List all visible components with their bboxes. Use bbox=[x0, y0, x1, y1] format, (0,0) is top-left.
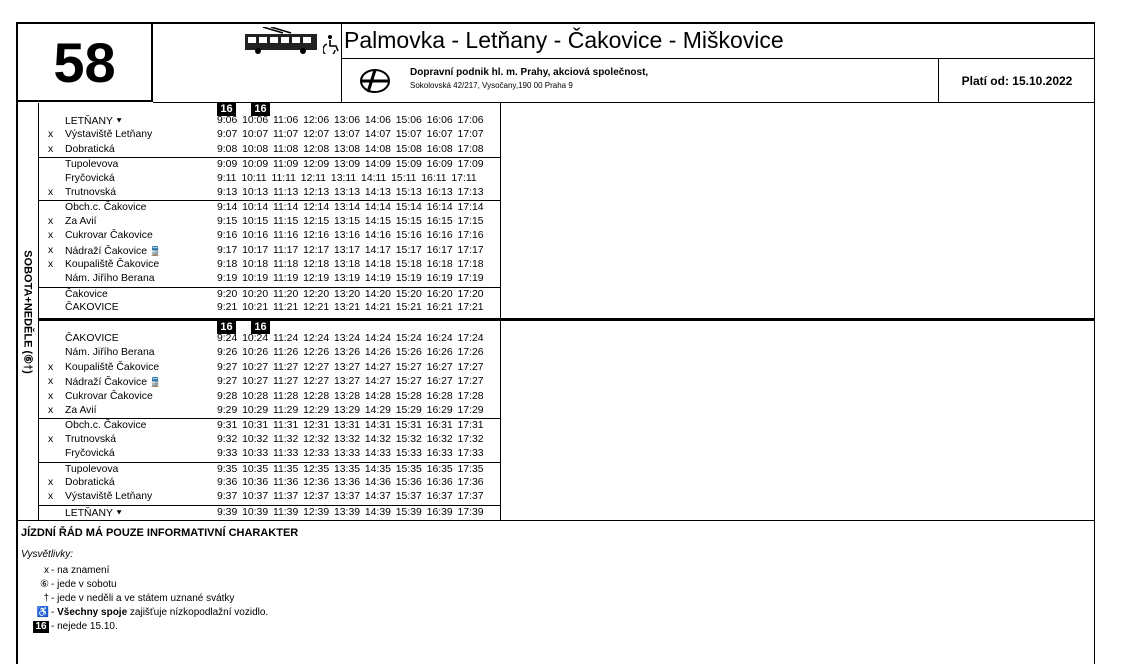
stop-row bbox=[39, 375, 500, 389]
stop-name bbox=[65, 244, 161, 259]
departure-times: 9:16 10:16 11:16 12:16 13:16 14:16 15:16 16:16 17:16 bbox=[217, 230, 484, 242]
stop-name-text: ČAKOVICE bbox=[65, 333, 119, 344]
stop-name-text: Obch.c. Čakovice bbox=[65, 420, 147, 432]
stop-row bbox=[39, 476, 500, 490]
stop-row bbox=[39, 301, 500, 315]
departure-times: 9:13 10:13 11:13 12:13 13:13 14:13 15:13 16:13 17:13 bbox=[217, 187, 484, 198]
request-stop-mark: x bbox=[48, 433, 54, 445]
legend-row bbox=[21, 565, 109, 576]
stop-name-text: Výstaviště Letňany bbox=[65, 491, 153, 503]
exception-badge: 16 bbox=[217, 321, 236, 334]
valid-from: Platí od: 15.10.2022 bbox=[938, 59, 1095, 102]
metro-icon: ⯆ bbox=[112, 507, 123, 518]
operator-name: Dopravní podnik hl. m. Prahy, akciová společnost, bbox=[410, 67, 649, 78]
legend-badge: 16 bbox=[33, 621, 49, 633]
route-title: Palmovka - Letňany - Čakovice - Miškovice bbox=[344, 27, 784, 53]
trolleybus-icon bbox=[243, 27, 323, 55]
stop-name-text: Tupolevova bbox=[65, 159, 119, 171]
request-stop-mark: x bbox=[48, 390, 54, 402]
operator-address: Sokolovská 42/217, Vysočany,190 00 Praha 9 bbox=[410, 81, 573, 90]
stop-name-text: Nádraží Čakovice bbox=[65, 377, 148, 389]
stop-row bbox=[39, 143, 500, 157]
stop-name bbox=[65, 419, 146, 433]
stop-row bbox=[39, 361, 500, 375]
stop-row bbox=[39, 332, 500, 346]
day-sidebar bbox=[18, 103, 39, 521]
departure-times: 9:14 10:14 11:14 12:14 13:14 14:14 15:14 16:14 17:14 bbox=[217, 202, 484, 214]
legend-row bbox=[21, 593, 234, 604]
stop-name bbox=[65, 158, 118, 172]
stop-name bbox=[65, 463, 118, 477]
legend-symbol: † bbox=[43, 593, 49, 604]
request-stop-mark: x bbox=[48, 405, 54, 416]
stop-name-text: Cukrovar Čakovice bbox=[65, 230, 153, 242]
stop-row bbox=[39, 390, 500, 404]
inbound-block bbox=[39, 321, 501, 520]
departure-times: 9:09 10:09 11:09 12:09 13:09 14:09 15:09 16:09 17:09 bbox=[217, 159, 484, 171]
timetable-sheet bbox=[16, 22, 1095, 664]
departure-times: 9:26 10:26 11:26 12:26 13:26 14:26 15:26 16:26 17:26 bbox=[217, 347, 484, 359]
stop-row bbox=[39, 200, 500, 215]
request-stop-mark: x bbox=[48, 215, 54, 227]
stop-name-text: Obch.c. Čakovice bbox=[65, 202, 147, 214]
stop-name bbox=[65, 288, 108, 302]
exception-badge: 16 bbox=[251, 103, 270, 116]
legend-row bbox=[21, 607, 268, 618]
stop-name bbox=[65, 172, 115, 186]
departure-times: 9:28 10:28 11:28 12:28 13:28 14:28 15:28 16:28 17:28 bbox=[217, 390, 484, 402]
departure-times: 9:20 10:20 11:20 12:20 13:20 14:20 15:20 16:20 17:20 bbox=[217, 288, 484, 300]
stop-name bbox=[65, 229, 153, 243]
stop-row bbox=[39, 462, 500, 477]
stop-name bbox=[65, 390, 153, 404]
metro-icon: ⯆ bbox=[112, 116, 123, 126]
outbound-block bbox=[39, 103, 501, 318]
stop-row bbox=[39, 346, 500, 360]
stop-name-text: Nádraží Čakovice bbox=[65, 245, 148, 257]
wheelchair-icon bbox=[323, 34, 341, 54]
stop-name bbox=[65, 361, 159, 375]
departure-times: 9:17 10:17 11:17 12:17 13:17 14:17 15:17 16:17 17:17 bbox=[217, 244, 484, 256]
stop-name-text: Nám. Jiřího Berana bbox=[65, 347, 155, 359]
legend-symbol: ♿ bbox=[36, 607, 49, 618]
legend-text: na znamení bbox=[57, 565, 110, 576]
departure-times: 9:32 10:32 11:32 12:32 13:32 14:32 15:32 16:32 17:32 bbox=[217, 433, 484, 445]
stop-name-text: Koupaliště Čakovice bbox=[65, 361, 160, 373]
stop-name bbox=[65, 346, 155, 360]
stop-row bbox=[39, 244, 500, 258]
request-stop-mark: x bbox=[48, 376, 54, 388]
legend-text: jede v sobotu bbox=[57, 579, 117, 590]
stop-row bbox=[39, 490, 500, 504]
departure-times: 9:33 10:33 11:33 12:33 13:33 14:33 15:33 16:33 17:33 bbox=[217, 448, 484, 460]
stop-name bbox=[65, 447, 115, 461]
stop-row bbox=[39, 114, 500, 128]
stop-name-text: Dobratická bbox=[65, 477, 115, 488]
divider bbox=[18, 520, 1094, 521]
stop-name bbox=[65, 506, 123, 521]
departure-times: 9:08 10:08 11:08 12:08 13:08 14:08 15:08 16:08 17:08 bbox=[217, 143, 484, 155]
legend-text: zajišťuje nízkopodlažní vozidlo. bbox=[127, 607, 269, 618]
departure-times: 9:37 10:37 11:37 12:37 13:37 14:37 15:37 16:37 17:37 bbox=[217, 491, 484, 503]
departure-times: 9:31 10:31 11:31 12:31 13:31 14:31 15:31 16:31 17:31 bbox=[217, 420, 484, 432]
stop-name-text: Trutnovská bbox=[65, 433, 117, 445]
stop-name bbox=[65, 301, 119, 315]
stop-name-text: Za Avií bbox=[65, 215, 97, 227]
stop-name-text: Trutnovská bbox=[65, 187, 117, 198]
line-number: 58 bbox=[18, 24, 153, 102]
stop-row bbox=[39, 186, 500, 200]
legend-dash: - bbox=[51, 621, 58, 632]
operator-logo-icon bbox=[358, 67, 392, 95]
stop-name-text: Za Avií bbox=[65, 405, 97, 416]
departure-times: 9:18 10:18 11:18 12:18 13:18 14:18 15:18 16:18 17:18 bbox=[217, 259, 484, 270]
stop-name bbox=[65, 272, 155, 286]
stop-name bbox=[65, 215, 97, 229]
legend-row bbox=[21, 621, 118, 633]
legend-dash: - bbox=[51, 579, 58, 590]
departure-times: 9:07 10:07 11:07 12:07 13:07 14:07 15:07 16:07 17:07 bbox=[217, 129, 484, 141]
informative-note: JÍZDNÍ ŘÁD MÁ POUZE INFORMATIVNÍ CHARAKTER bbox=[21, 527, 299, 539]
stop-row bbox=[39, 418, 500, 433]
departure-times: 9:21 10:21 11:21 12:21 13:21 14:21 15:21 16:21 17:21 bbox=[217, 302, 484, 314]
request-stop-mark: x bbox=[48, 491, 54, 503]
legend-row bbox=[21, 579, 117, 590]
stop-name bbox=[65, 476, 115, 490]
train-icon: 🚆 bbox=[147, 245, 161, 256]
stop-name-text: Tupolevova bbox=[65, 463, 119, 475]
departure-times: 9:29 10:29 11:29 12:29 13:29 14:29 15:29 16:29 17:29 bbox=[217, 405, 484, 416]
stop-row bbox=[39, 447, 500, 461]
departure-times: 9:36 10:36 11:36 12:36 13:36 14:36 15:36 16:36 17:36 bbox=[217, 477, 484, 488]
stop-name-text: Koupaliště Čakovice bbox=[65, 259, 160, 270]
departure-times: 9:39 10:39 11:39 12:39 13:39 14:39 15:39 16:39 17:39 bbox=[217, 506, 484, 518]
stop-name-text: Fryčovická bbox=[65, 172, 115, 184]
departure-times: 9:35 10:35 11:35 12:35 13:35 14:35 15:35 16:35 17:35 bbox=[217, 463, 484, 475]
stop-row bbox=[39, 128, 500, 142]
request-stop-mark: x bbox=[48, 230, 54, 242]
stop-row bbox=[39, 404, 500, 418]
stop-name-text: ČAKOVICE bbox=[65, 302, 119, 314]
exception-badge: 16 bbox=[217, 103, 236, 116]
stop-name-text: Výstaviště Letňany bbox=[65, 129, 153, 141]
stop-name bbox=[65, 143, 115, 157]
stop-row bbox=[39, 258, 500, 272]
legend-text: nejede 15.10. bbox=[57, 621, 118, 632]
request-stop-mark: x bbox=[48, 244, 54, 256]
stop-name bbox=[65, 128, 152, 142]
legend-dash: - bbox=[51, 607, 58, 618]
stop-row bbox=[39, 272, 500, 286]
stop-row bbox=[39, 215, 500, 229]
request-stop-mark: x bbox=[48, 361, 54, 373]
stop-row bbox=[39, 287, 500, 302]
stop-name bbox=[65, 186, 116, 200]
vehicle-icon-cell bbox=[153, 24, 342, 102]
departure-times: 9:27 10:27 11:27 12:27 13:27 14:27 15:27 16:27 17:27 bbox=[217, 376, 484, 388]
stop-name bbox=[65, 201, 146, 215]
day-label: SOBOTA+NEDĚLE (⑥†) bbox=[21, 250, 34, 374]
departure-times: 9:24 10:24 11:24 12:24 13:24 14:24 15:24 16:24 17:24 bbox=[217, 333, 484, 344]
legend-text: jede v neděli a ve státem uznané svátky bbox=[57, 593, 235, 604]
stop-name-text: Fryčovická bbox=[65, 448, 115, 460]
stop-name-text: LETŇANY bbox=[65, 507, 113, 519]
departure-times: 9:06 10:06 11:06 12:06 13:06 14:06 15:06 16:06 17:06 bbox=[217, 115, 484, 126]
stop-name bbox=[65, 258, 159, 272]
departure-times: 9:11 10:11 11:11 12:11 13:11 14:11 15:11 16:11 17:11 bbox=[217, 172, 477, 184]
stop-row bbox=[39, 172, 500, 186]
stop-row bbox=[39, 433, 500, 447]
stop-row bbox=[39, 229, 500, 243]
stop-name-text: Čakovice bbox=[65, 288, 108, 300]
stop-name bbox=[65, 375, 161, 390]
stop-name-text: LETŇANY bbox=[65, 116, 113, 127]
stop-name-text: Dobratická bbox=[65, 143, 115, 155]
train-icon: 🚆 bbox=[147, 377, 161, 388]
legend-symbol: ⑥ bbox=[40, 579, 49, 590]
request-stop-mark: x bbox=[48, 187, 54, 198]
stop-name bbox=[65, 433, 116, 447]
departure-times: 9:27 10:27 11:27 12:27 13:27 14:27 15:27 16:27 17:27 bbox=[217, 361, 484, 373]
departure-times: 9:19 10:19 11:19 12:19 13:19 14:19 15:19 16:19 17:19 bbox=[217, 273, 484, 285]
legend-symbol: x bbox=[44, 565, 49, 576]
stop-name bbox=[65, 332, 119, 346]
legend-bold: Všechny spoje bbox=[57, 607, 128, 618]
stop-name bbox=[65, 404, 97, 418]
request-stop-mark: x bbox=[48, 477, 54, 488]
stop-row bbox=[39, 157, 500, 172]
stop-row bbox=[39, 505, 500, 520]
stop-name bbox=[65, 114, 123, 129]
stop-name-text: Nám. Jiřího Berana bbox=[65, 273, 155, 285]
departure-times: 9:15 10:15 11:15 12:15 13:15 14:15 15:15 16:15 17:15 bbox=[217, 215, 484, 227]
legend-dash: - bbox=[51, 593, 58, 604]
request-stop-mark: x bbox=[48, 129, 54, 141]
request-stop-mark: x bbox=[48, 143, 54, 155]
legend-title: Vysvětlivky: bbox=[21, 549, 74, 560]
stop-name bbox=[65, 490, 152, 504]
request-stop-mark: x bbox=[48, 259, 54, 270]
legend-dash: - bbox=[51, 565, 58, 576]
exception-badge: 16 bbox=[251, 321, 270, 334]
stop-name-text: Cukrovar Čakovice bbox=[65, 390, 153, 402]
